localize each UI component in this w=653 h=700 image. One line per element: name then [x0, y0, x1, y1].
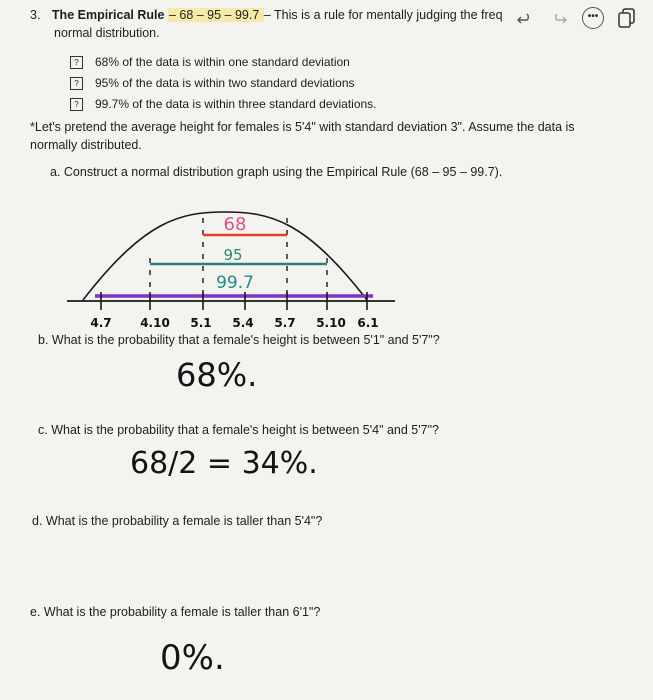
part-d-question: d. What is the probability a female is taller than 5'4"?: [32, 514, 323, 528]
redo-button[interactable]: [547, 6, 571, 30]
part-e-question: e. What is the probability a female is taller than 6'1"?: [30, 605, 321, 619]
label-997: 99.7: [216, 273, 254, 293]
tick-label: 4.7: [90, 316, 112, 330]
tick-label: 5.1: [190, 316, 212, 330]
part-b-question: b. What is the probability that a female's height is between 5'1" and 5'7"?: [38, 333, 440, 347]
list-item-text: 99.7% of the data is within three standard deviations.: [95, 97, 377, 111]
copy-icon: [618, 8, 636, 28]
bullet-box-icon: ?: [70, 56, 83, 69]
empirical-rule-list: [70, 52, 377, 115]
part-e-answer: 0%.: [160, 638, 225, 678]
list-item-text: 95% of the data is within two standard deviations: [95, 76, 355, 90]
part-a-question: a. Construct a normal distribution graph using the Empirical Rule (68 – 95 – 99.7).: [50, 165, 503, 179]
part-c-question: c. What is the probability that a female's height is between 5'4" and 5'7"?: [38, 423, 439, 437]
undo-icon: [517, 11, 533, 25]
label-68: 68: [223, 214, 247, 235]
list-item: [70, 52, 377, 73]
tick-label: 4.10: [140, 316, 170, 330]
list-item: [70, 73, 377, 94]
tick-label: 5.7: [274, 316, 296, 330]
question-number: 3.: [30, 8, 41, 22]
more-icon: •••: [582, 7, 604, 29]
list-item: [70, 94, 377, 115]
question-3-line2: normal distribution.: [54, 26, 160, 40]
question-title: The Empirical Rule: [51, 8, 165, 22]
part-b-answer: 68%.: [176, 356, 258, 394]
bullet-box-icon: ?: [70, 77, 83, 90]
tick-label: 6.1: [357, 316, 379, 330]
copy-button[interactable]: [615, 6, 639, 30]
question-title-rest: – This is a rule for mentally judging the freq: [263, 8, 503, 22]
tick-label: 5.4: [232, 316, 254, 330]
bullet-box-icon: ?: [70, 98, 83, 111]
question-3-heading: [30, 8, 503, 22]
rule-highlight: [168, 8, 264, 22]
annotation-toolbar: [513, 6, 639, 30]
assumption-note: *Let's pretend the average height for females is 5'4" with standard deviation 3". Assume the data is normally distributed.: [30, 120, 575, 152]
rule-numbers: 68 – 95 – 99.7: [179, 8, 260, 22]
more-button[interactable]: [581, 6, 605, 30]
label-95: 95: [223, 246, 243, 264]
redo-icon: [551, 11, 567, 25]
rule-sep: –: [168, 8, 176, 22]
undo-button[interactable]: [513, 6, 537, 30]
list-item-text: 68% of the data is within one standard deviation: [95, 55, 350, 69]
normal-distribution-sketch: [55, 200, 415, 335]
part-c-answer: 68/2 = 34%.: [130, 446, 318, 481]
tick-label: 5.10: [316, 316, 346, 330]
